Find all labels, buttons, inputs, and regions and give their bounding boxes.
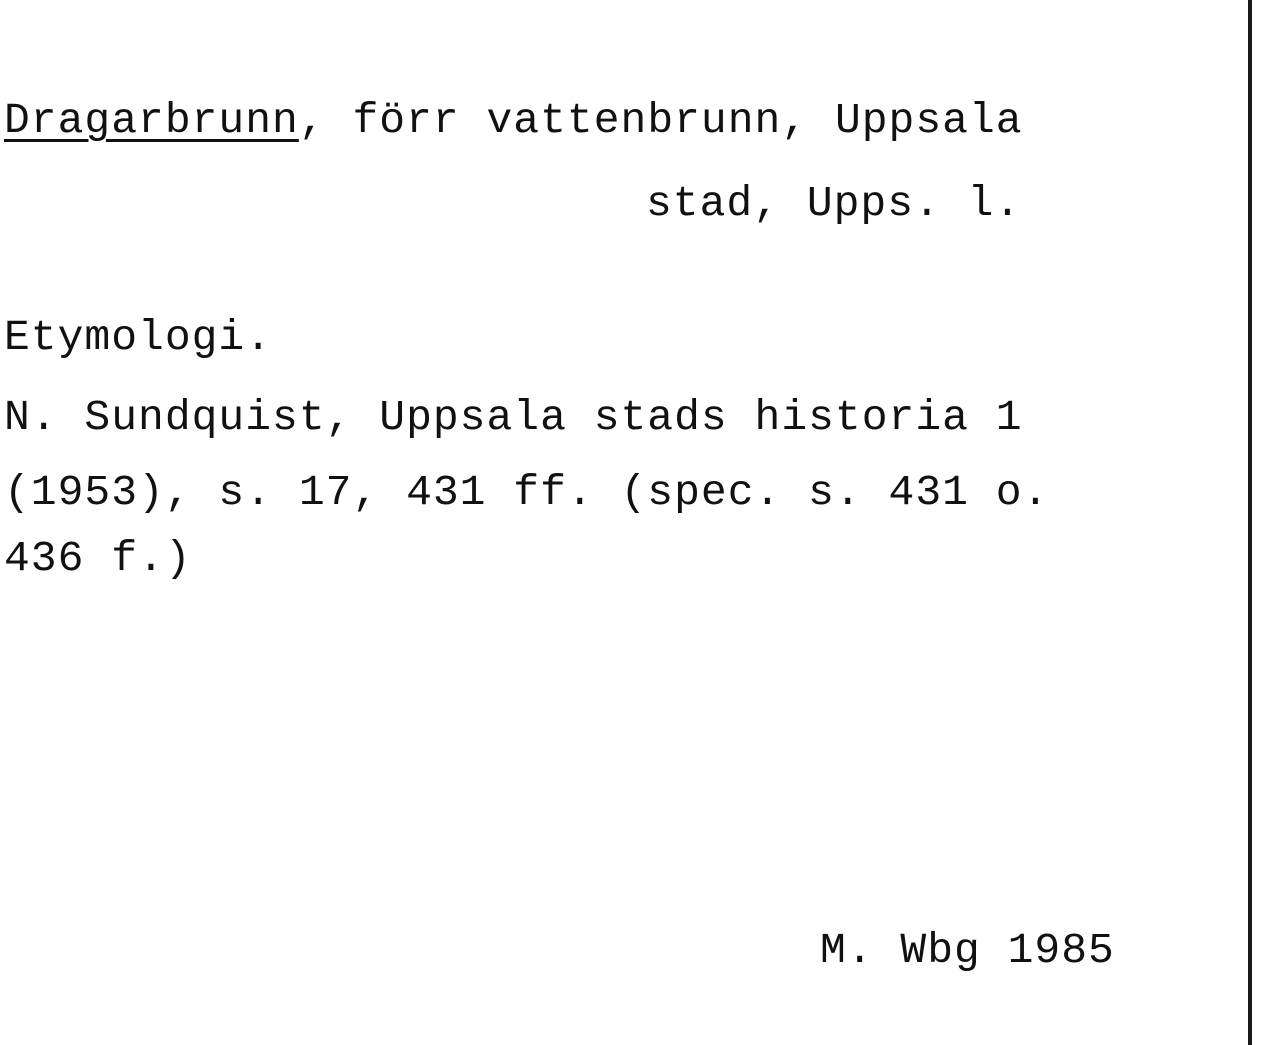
reference-line-3: 436 f.) [4, 534, 192, 583]
reference-line-2: (1953), s. 17, 431 ff. (spec. s. 431 o. [4, 468, 1050, 517]
etymology-heading: Etymologi. [4, 313, 273, 362]
card-edge-line [1248, 0, 1252, 1045]
definition-line-1: , förr vattenbrunn, Uppsala [298, 96, 1023, 145]
reference-line-1: N. Sundquist, Uppsala stads historia 1 [4, 393, 1023, 442]
headword: Dragarbrunn [4, 96, 299, 145]
definition-line-2: stad, Upps. l. [646, 179, 1022, 228]
signature: M. Wbg 1985 [820, 926, 1115, 975]
entry-line-1 [4, 95, 1023, 147]
